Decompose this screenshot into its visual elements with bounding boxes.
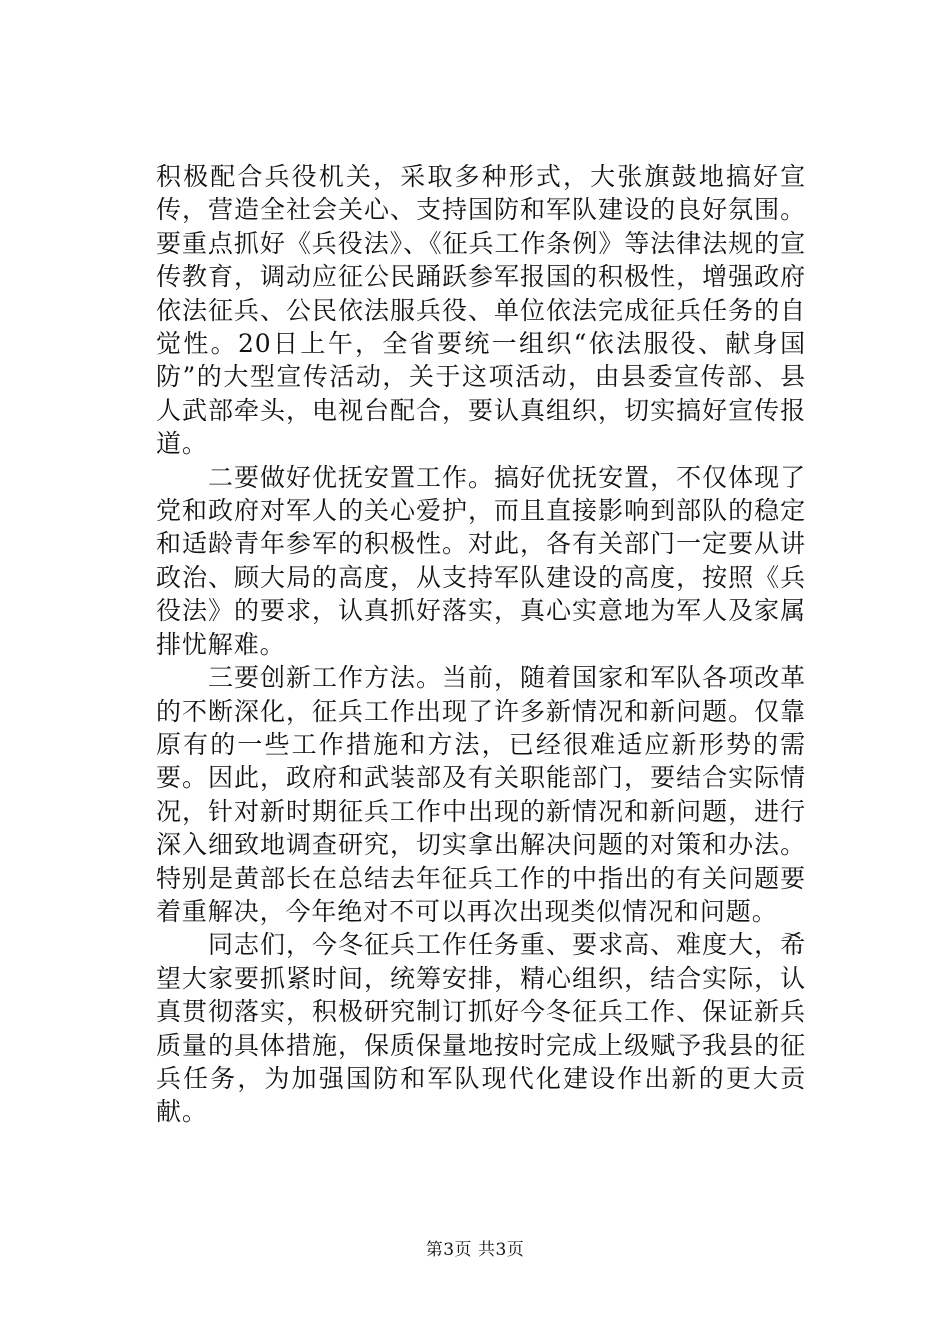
paragraph-closing: 同志们，今冬征兵工作任务重、要求高、难度大，希望大家要抓紧时间，统筹安排，精心组织，结合实际，认真贯彻落实，积极研究制订抓好今冬征兵工作、保证新兵质量的具体措施，保质保量地按时完成上级赋予我县的征兵任务，为加强国防和军队现代化建设作出新的更大贡献。 [156,930,806,1127]
document-body [156,160,806,1129]
paragraph-continuation: 积极配合兵役机关，采取多种形式，大张旗鼓地搞好宣传，营造全社会关心、支持国防和军队建设的良好氛围。要重点抓好《兵役法》、《征兵工作条例》等法律法规的宣传教育，调动应征公民踊跃参军报国的积极性，增强政府依法征兵、公民依法服兵役、单位依法完成征兵任务的自觉性。20日上午，全省要统一组织“依法服役、献身国防”的大型宣传活动，关于这项活动，由县委宣传部、县人武部牵头，电视台配合，要认真组织，切实搞好宣传报道。 [156,162,806,459]
paragraph-innovation: 三要创新工作方法。当前，随着国家和军队各项改革的不断深化，征兵工作出现了许多新情况和新问题。仅靠原有的一些工作措施和方法，已经很难适应新形势的需要。因此，政府和武装部及有关职能部门，要结合实际情况，针对新时期征兵工作中出现的新情况和新问题，进行深入细致地调查研究，切实拿出解决问题的对策和办法。特别是黄部长在总结去年征兵工作的中指出的有关问题要着重解决，今年绝对不可以再次出现类似情况和问题。 [156,663,806,926]
paragraph-resettlement: 二要做好优抚安置工作。搞好优抚安置，不仅体现了党和政府对军人的关心爱护，而且直接影响到部队的稳定和适龄青年参军的积极性。对此，各有关部门一定要从讲政治、顾大局的高度，从支持军队建设的高度，按照《兵役法》的要求，认真抓好落实，真心实意地为军人及家属排忧解难。 [156,462,806,659]
page-number: 第3页 共3页 [425,1240,525,1260]
